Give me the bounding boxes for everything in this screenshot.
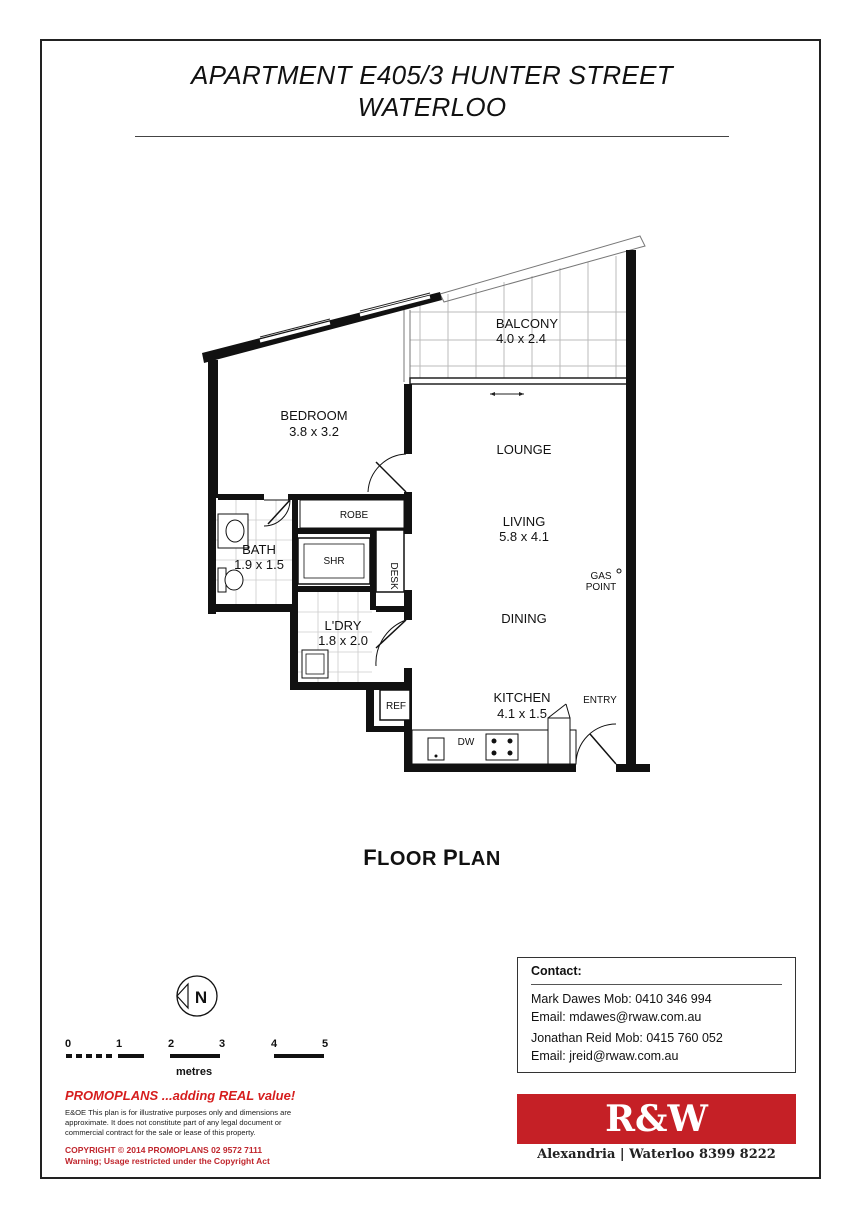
promoplans-tagline: PROMOPLANS ...adding REAL value! <box>65 1088 296 1103</box>
floor-plan-heading: FLOOR PLAN <box>363 845 501 870</box>
laundry-label: L'DRY <box>324 618 362 633</box>
living-label: LIVING <box>502 514 546 529</box>
copyright-text: COPYRIGHT © 2014 PROMOPLANS 02 9572 7111 <box>65 1145 263 1155</box>
contact-box <box>517 957 796 1073</box>
contact-heading: Contact: <box>531 964 582 978</box>
kitchen-size: 4.1 x 1.5 <box>497 706 547 721</box>
scale-tick: 3 <box>218 1038 226 1050</box>
brand-logo: R&W <box>605 1098 708 1140</box>
balcony-edge <box>440 236 645 302</box>
brand-logo-banner <box>517 1094 796 1144</box>
copyright-warning: Warning; Usage restricted under the Copyright Act <box>65 1156 270 1166</box>
agent2-email[interactable]: Email: jreid@rwaw.com.au <box>531 1049 679 1063</box>
pantry <box>548 718 570 764</box>
balcony-label: BALCONY <box>495 316 559 331</box>
disclaimer-text: E&OE This plan is for illustrative purposes only and dimensions are approximate. It does not constitute part of any legal document or commercial contract for the sale or lease of this property. <box>65 1108 292 1137</box>
scale-tick: 4 <box>270 1038 278 1050</box>
scale-tick: 0 <box>64 1038 72 1050</box>
living-size: 5.8 x 4.1 <box>499 529 549 544</box>
bedroom-label: BEDROOM <box>280 408 348 423</box>
dining-label: DINING <box>501 611 547 626</box>
kitchen-label: KITCHEN <box>493 690 551 705</box>
bedroom-size: 3.8 x 3.2 <box>289 424 339 439</box>
contact-divider <box>531 984 782 985</box>
gas-point-marker <box>617 569 621 573</box>
shower-label: SHR <box>323 556 345 567</box>
balcony-size: 4.0 x 2.4 <box>496 331 546 346</box>
robe-label: ROBE <box>339 510 369 521</box>
entry-label: ENTRY <box>583 695 617 706</box>
scale-ticks <box>65 1038 328 1050</box>
gas-point-label-2: POINT <box>585 582 617 593</box>
bath-size: 1.9 x 1.5 <box>234 557 284 572</box>
plan-title-line1: APARTMENT E405/3 HUNTER STREET <box>191 60 673 90</box>
dishwasher-label: DW <box>457 737 475 748</box>
north-compass-icon <box>177 976 217 1016</box>
fridge-label: REF <box>386 701 406 712</box>
scale-unit: metres <box>176 1066 213 1078</box>
scale-tick: 1 <box>115 1038 123 1050</box>
laundry-size: 1.8 x 2.0 <box>318 633 368 648</box>
gas-point-label-1: GAS <box>590 571 612 582</box>
compass-letter: N <box>194 988 208 1007</box>
lounge-label: LOUNGE <box>496 442 552 457</box>
walls <box>202 250 650 772</box>
scale-tick: 2 <box>167 1038 175 1050</box>
bath-label: BATH <box>242 542 276 557</box>
brand-offices: Alexandria | Waterloo 8399 8222 <box>537 1147 776 1162</box>
scale-tick: 5 <box>321 1038 329 1050</box>
desk-label: DESK <box>388 562 399 590</box>
sliding-door <box>410 378 632 384</box>
plan-title-line2: WATERLOO <box>357 92 507 122</box>
cooktop <box>486 734 518 760</box>
agent2-phone: Jonathan Reid Mob: 0415 760 052 <box>531 1031 723 1045</box>
agent1-email[interactable]: Email: mdawes@rwaw.com.au <box>531 1010 702 1024</box>
agent1-phone: Mark Dawes Mob: 0410 346 994 <box>531 992 712 1006</box>
scale-bar <box>66 1054 324 1058</box>
